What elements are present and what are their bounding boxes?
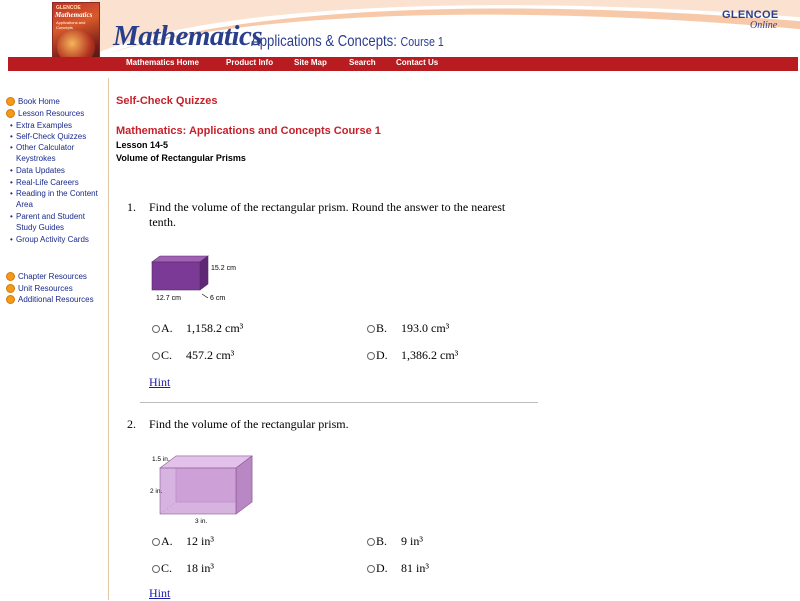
bullet-icon: • [10, 121, 13, 130]
lesson-number: Lesson 14-5 [116, 140, 169, 150]
q2-height-label: 2 in. [150, 488, 163, 495]
q2-choice-b[interactable]: B. 9 in³ [367, 534, 387, 549]
q1-width-label: 6 cm [210, 295, 226, 302]
sidebar-lesson-resources[interactable]: Lesson Resources [18, 109, 85, 118]
course-title: Mathematics: Applications and Concepts Course 1 [116, 125, 381, 137]
q1-choice-d[interactable]: D. 1,386.2 cm³ [367, 348, 388, 363]
q1-choice-b[interactable]: B. 193.0 cm³ [367, 321, 387, 336]
question-1-hint-link[interactable]: Hint [149, 375, 171, 389]
site-header [0, 0, 800, 75]
q1-choice-a[interactable]: A. 1,158.2 cm³ [152, 321, 173, 336]
radio-button[interactable] [152, 352, 160, 360]
brand-course: Course 1 [400, 34, 444, 49]
nav-search[interactable]: Search [349, 58, 376, 67]
q2-choice-c[interactable]: C. 18 in³ [152, 561, 172, 576]
sidebar-item-study-guides[interactable]: • Parent and Student Study Guides [10, 212, 85, 232]
question-2-number: 2. [127, 417, 136, 431]
sidebar-chapter-resources[interactable]: Chapter Resources [18, 272, 87, 281]
q2-choice-a[interactable]: A. 12 in³ [152, 534, 173, 549]
sidebar-item-calculator-keystrokes[interactable]: • Other Calculator Keystrokes [10, 143, 75, 163]
sidebar-additional-resources[interactable]: Additional Resources [18, 295, 94, 304]
bullet-icon: • [10, 132, 13, 141]
page-title: Self-Check Quizzes [116, 95, 218, 107]
sidebar-item-group-activity-cards[interactable]: • Group Activity Cards [10, 235, 89, 244]
radio-button[interactable] [152, 325, 160, 333]
q2-length-label: 3 in. [195, 518, 208, 525]
brand-subtitle-text: Applications & Concepts: [251, 33, 397, 50]
logo-line2: Online [750, 20, 778, 31]
sidebar-unit-resources[interactable]: Unit Resources [18, 284, 73, 293]
nav-contact-us[interactable]: Contact Us [396, 58, 439, 67]
q2-top-label: 1.5 in. [152, 456, 170, 463]
question-2-prism-figure [140, 450, 260, 528]
logo-line1: GLENCOE [722, 9, 779, 21]
cover-title: Mathematics [55, 11, 93, 19]
question-1-text: Find the volume of the rectangular prism. Round the answer to the nearest tenth. [149, 200, 506, 229]
top-nav-bar [8, 57, 798, 71]
sidebar-item-reading-content-area[interactable]: • Reading in the Content Area [10, 189, 98, 209]
cover-series: GLENCOE [56, 5, 81, 11]
bullet-icon: • [10, 166, 13, 175]
question-2-text: Find the volume of the rectangular prism. [149, 417, 349, 431]
bullet-icon: • [10, 178, 13, 187]
cover-subtitle: Applications and Concepts [56, 20, 86, 30]
question-divider [140, 402, 538, 403]
brand-title: Mathematics [113, 20, 263, 52]
question-1-number: 1. [127, 200, 136, 214]
question-2-hint-link[interactable]: Hint [149, 586, 171, 600]
radio-button[interactable] [152, 565, 160, 573]
bullet-icon: • [10, 143, 13, 152]
bullet-icon: • [10, 235, 13, 244]
orange-bullet-icon [6, 295, 15, 304]
sidebar-item-data-updates[interactable]: • Data Updates [10, 166, 65, 175]
q1-length-label: 12.7 cm [156, 295, 181, 302]
glencoe-online-logo[interactable] [722, 6, 788, 40]
question-1-prism-figure [140, 250, 250, 308]
orange-bullet-icon [6, 109, 15, 118]
orange-bullet-icon [6, 97, 15, 106]
nav-site-map[interactable]: Site Map [294, 58, 327, 67]
sidebar-item-self-check-quizzes[interactable]: • Self-Check Quizzes [10, 132, 87, 141]
orange-bullet-icon [6, 284, 15, 293]
sidebar-item-real-life-careers[interactable]: • Real-Life Careers [10, 178, 79, 187]
q1-choice-c[interactable]: C. 457.2 cm³ [152, 348, 172, 363]
radio-button[interactable] [152, 538, 160, 546]
bullet-icon: • [10, 189, 13, 198]
lesson-topic: Volume of Rectangular Prisms [116, 153, 246, 163]
orange-bullet-icon [6, 272, 15, 281]
nav-mathematics-home[interactable]: Mathematics Home [126, 58, 199, 67]
radio-button[interactable] [367, 538, 375, 546]
brand-subtitle [251, 33, 444, 51]
radio-button[interactable] [367, 352, 375, 360]
sidebar-item-extra-examples[interactable]: • Extra Examples [10, 121, 73, 130]
radio-button[interactable] [367, 565, 375, 573]
bullet-icon: • [10, 212, 13, 221]
sidebar-book-home[interactable]: Book Home [18, 97, 60, 106]
q2-choice-d[interactable]: D. 81 in³ [367, 561, 388, 576]
q1-height-label: 15.2 cm [211, 265, 236, 272]
radio-button[interactable] [367, 325, 375, 333]
sidebar-divider [108, 78, 109, 600]
nav-product-info[interactable]: Product Info [226, 58, 274, 67]
